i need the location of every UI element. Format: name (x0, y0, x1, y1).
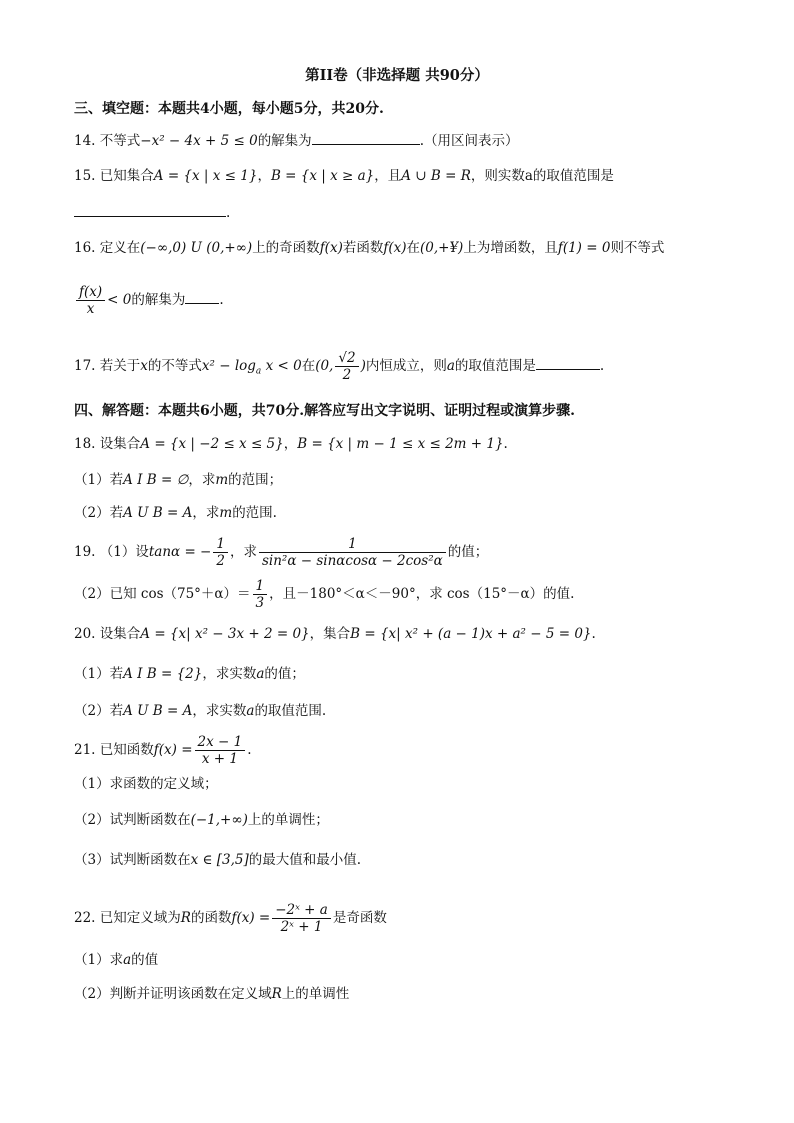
question-text: ，求实数 (202, 666, 257, 682)
inequality-expression: < 0 (107, 292, 132, 308)
variable: R (271, 986, 282, 1002)
separator: ， (257, 168, 271, 184)
question-text: ，则实数a的取值范围是 (470, 168, 614, 184)
question-text: ，求 (188, 472, 216, 488)
domain-expression: (−∞,0) U (0,+∞) (140, 240, 253, 256)
fraction-denominator: 2ˣ + 1 (280, 919, 323, 935)
question-text: 是奇函数 (332, 910, 387, 926)
answer-blank (312, 130, 420, 145)
question-text: 的解集为 (131, 292, 186, 308)
question-text: 的取值范围. (254, 703, 327, 719)
question-text: .（用区间表示） (419, 133, 519, 149)
question-number: 16. (74, 240, 96, 256)
question-20-part-2 (74, 701, 326, 721)
question-text: . (591, 626, 596, 642)
set-expression: A I B = {2} (123, 666, 203, 682)
fraction-numerator: −2ˣ + a (272, 902, 331, 919)
question-text: 若关于 (99, 358, 141, 374)
question-text: 在 (301, 358, 316, 374)
question-text: （2）若 (74, 703, 124, 719)
fraction (195, 734, 246, 767)
question-20 (74, 624, 596, 644)
inequality-expression: x < 0 (265, 358, 302, 374)
fraction-numerator: f(x) (76, 284, 105, 301)
answer-blank (536, 355, 600, 370)
question-17 (74, 350, 604, 383)
function-symbol: f(x) (383, 240, 407, 256)
fraction-numerator: 1 (213, 536, 228, 553)
variable: a (446, 358, 455, 374)
question-text: 上为增函数，且 (463, 240, 558, 256)
set-b-expression: B = {x | x ≥ a} (270, 168, 375, 184)
fraction (253, 578, 268, 611)
set-a-expression: A = {x | −2 ≤ x ≤ 5} (140, 436, 284, 452)
fraction-numerator: 1 (259, 536, 446, 553)
function-expression: f(x) = (153, 742, 193, 758)
question-text: 的函数 (190, 910, 232, 926)
fraction-denominator: 2 (216, 553, 225, 569)
question-text: （3）试判断函数在 (74, 852, 191, 868)
inequality-expression: −x² − 4x + 5 ≤ 0 (140, 133, 258, 149)
variable: x (140, 358, 148, 374)
question-text: 若函数 (342, 240, 384, 256)
question-text: ，集合 (309, 626, 351, 642)
question-19-part-2 (74, 578, 574, 611)
question-text: ，且 (374, 168, 402, 184)
question-19-part-1 (74, 536, 488, 569)
section-answer-heading: 四、解答题：本题共6小题，共70分.解答应写出文字说明、证明过程或演算步骤. (74, 403, 575, 419)
variable: a (256, 666, 265, 682)
question-text: 已知定义域为 (99, 910, 181, 926)
fraction-denominator: 2 (342, 367, 352, 383)
question-18-part-1 (74, 470, 282, 490)
question-number: 17. (74, 358, 96, 374)
question-text: 的取值范围是 (454, 358, 536, 374)
log-base: a (255, 366, 262, 377)
question-number: 14. (74, 133, 96, 149)
variable: a (123, 952, 132, 968)
question-text: （2）已知 cos（75°＋α）＝ (74, 586, 251, 602)
question-14 (74, 130, 518, 151)
fraction (213, 536, 228, 569)
question-text: 的范围. (232, 505, 277, 521)
question-text: （1）若 (74, 472, 124, 488)
question-text: 上的奇函数 (252, 240, 320, 256)
question-number: 20. (74, 626, 96, 642)
page-title: 第II卷（非选择题 共90分） (305, 67, 489, 84)
question-text: 定义在 (99, 240, 141, 256)
set-expression: A U B = A (123, 703, 193, 719)
question-text: . (599, 358, 605, 374)
fraction-denominator: x + 1 (201, 751, 238, 767)
question-text: 的解集为 (257, 133, 312, 149)
question-text: . (247, 742, 252, 758)
question-text: . (503, 436, 508, 452)
question-text: （2）试判断函数在 (74, 812, 191, 828)
question-text: 上的单调性 (281, 986, 350, 1002)
question-21-part-2 (74, 810, 329, 830)
union-expression: A ∪ B = R (401, 168, 471, 184)
question-number: 19. (74, 544, 96, 560)
question-text: ，求 (192, 505, 220, 521)
question-text: ，求 (229, 544, 257, 560)
question-text: 的不等式 (147, 358, 202, 374)
question-text: 已知函数 (99, 742, 154, 758)
interval-expression: x ∈ [3,5] (190, 852, 249, 868)
question-text: 的值 (131, 952, 159, 968)
variable: m (215, 472, 229, 488)
fraction (76, 284, 105, 317)
question-22 (74, 902, 387, 935)
question-text: 在 (406, 240, 420, 256)
question-15 (74, 166, 614, 186)
question-text: 的范围； (228, 472, 283, 488)
fraction-numerator: 1 (253, 578, 268, 595)
interval-expression: (0,+¥) (420, 240, 464, 256)
question-text: 不等式 (99, 133, 141, 149)
question-text: . (219, 292, 224, 308)
variable: R (180, 910, 191, 926)
question-number: 18. (74, 436, 96, 452)
question-text: 则不等式 (610, 240, 665, 256)
question-text: （1）求 (74, 952, 124, 968)
tan-expression: tanα = − (148, 544, 212, 560)
variable: a (246, 703, 255, 719)
set-expression: A I B = ∅ (123, 472, 189, 488)
question-18 (74, 434, 508, 454)
question-text: 设集合 (99, 436, 141, 452)
condition-expression: f(1) = 0 (557, 240, 611, 256)
fraction (335, 350, 358, 383)
function-symbol: f(x) (319, 240, 343, 256)
inequality-expression: x² − log (201, 358, 256, 374)
question-text: 设集合 (99, 626, 141, 642)
fraction-denominator: 3 (255, 595, 265, 611)
set-b-expression: B = {x | m − 1 ≤ x ≤ 2m + 1} (297, 436, 504, 452)
question-15-answer (74, 202, 230, 223)
fraction-denominator: x (86, 301, 95, 317)
fraction-numerator: 2x − 1 (195, 734, 246, 751)
fraction (272, 902, 331, 935)
answer-blank (74, 202, 226, 217)
interval-open: (0, (315, 358, 334, 374)
question-16-continued (74, 284, 224, 317)
function-expression: f(x) = (231, 910, 271, 926)
interval-close: ) (360, 358, 366, 374)
question-text: （1）若 (74, 666, 124, 682)
question-text: ，且－180°＜α＜－90°，求 cos（15°－α）的值. (269, 586, 575, 602)
set-a-expression: A = {x | x ≤ 1} (153, 168, 258, 184)
question-number: 21. (74, 742, 96, 758)
question-16 (74, 238, 664, 258)
question-text: ，求实数 (192, 703, 247, 719)
question-text: 的值； (447, 544, 489, 560)
variable: m (219, 505, 233, 521)
question-21-part-3 (74, 850, 361, 870)
question-text: （2）若 (74, 505, 124, 521)
question-text: （1）设 (99, 544, 149, 560)
fraction (259, 536, 446, 569)
interval-expression: (−1,+∞) (190, 812, 248, 828)
question-text: 的最大值和最小值. (248, 852, 362, 868)
question-text: . (226, 205, 231, 221)
question-21-part-1: （1）求函数的定义域； (74, 776, 218, 792)
question-number: 22. (74, 910, 96, 926)
question-18-part-2 (74, 503, 277, 523)
question-20-part-1 (74, 664, 305, 684)
question-number: 15. (74, 168, 96, 184)
question-text: 的值； (264, 666, 305, 682)
question-text: 已知集合 (99, 168, 154, 184)
separator: ， (283, 436, 298, 452)
answer-blank (185, 289, 219, 304)
set-a-expression: A = {x| x² − 3x + 2 = 0} (140, 626, 310, 642)
question-22-part-2 (74, 984, 349, 1004)
question-text: 内恒成立，则 (365, 358, 447, 374)
set-expression: A U B = A (123, 505, 193, 521)
set-b-expression: B = {x| x² + (a − 1)x + a² − 5 = 0} (350, 626, 592, 642)
fraction-numerator: √2 (335, 350, 358, 367)
question-text: 上的单调性； (247, 812, 329, 828)
question-text: （2）判断并证明该函数在定义域 (74, 986, 272, 1002)
fraction-denominator: sin²α − sinαcosα − 2cos²α (261, 553, 443, 569)
question-22-part-1 (74, 950, 158, 970)
question-21 (74, 734, 252, 767)
section-fill-in-heading: 三、填空题：本题共4小题，每小题5分，共20分. (74, 101, 384, 117)
